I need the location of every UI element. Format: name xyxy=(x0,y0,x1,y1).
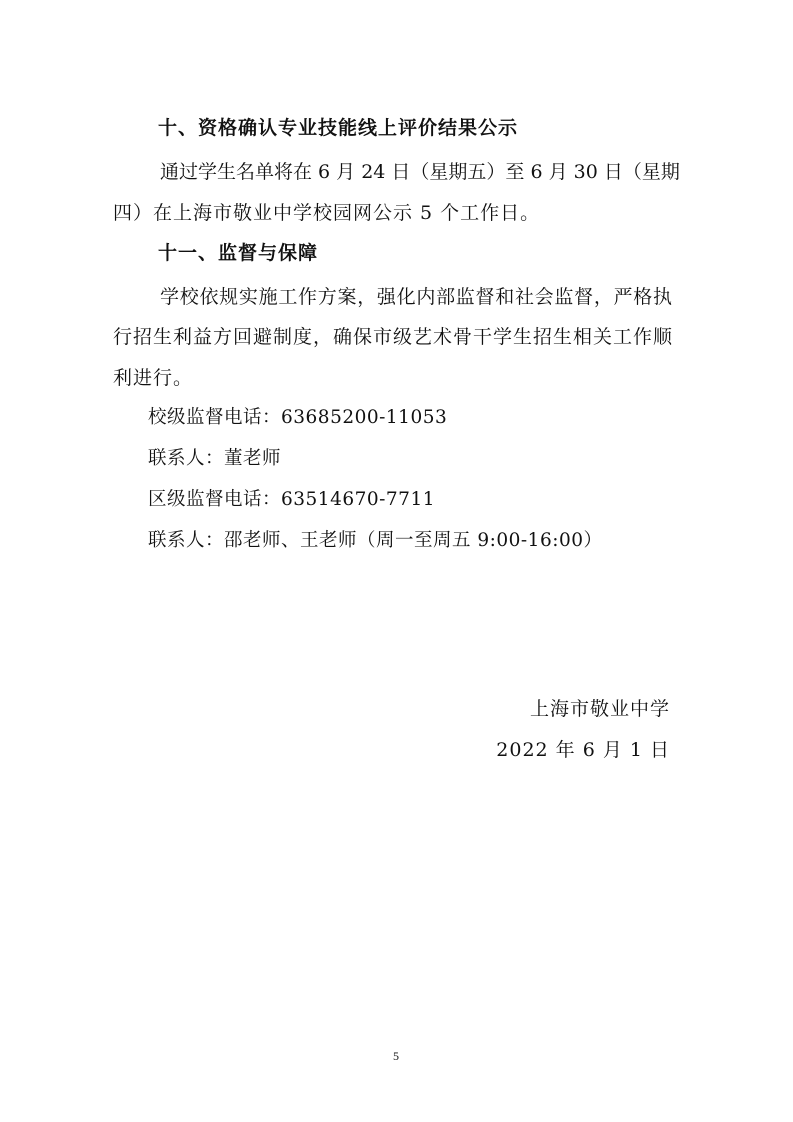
section-10-paragraph-line-2: 四）在上海市敬业中学校园网公示 5 个工作日。 xyxy=(113,202,541,224)
signature-organization: 上海市敬业中学 xyxy=(529,698,670,720)
section-10-paragraph-line-1: 通过学生名单将在 6 月 24 日（星期五）至 6 月 30 日（星期 xyxy=(160,161,680,183)
school-contact-person: 联系人：董老师 xyxy=(148,448,282,469)
section-11-paragraph-line-3: 利进行。 xyxy=(113,367,194,389)
district-contact-persons: 联系人：邵老师、王老师（周一至周五 9:00-16:00） xyxy=(148,530,603,551)
page-number: 5 xyxy=(393,1049,399,1063)
school-supervision-phone: 校级监督电话：63685200-11053 xyxy=(148,407,448,428)
section-10-heading: 十、资格确认专业技能线上评价结果公示 xyxy=(158,117,519,139)
section-11-paragraph-line-1: 学校依规实施工作方案，强化内部监督和社会监督，严格执 xyxy=(160,286,672,308)
district-supervision-phone: 区级监督电话：63514670-7711 xyxy=(148,489,435,510)
section-11-paragraph-line-2: 行招生利益方回避制度，确保市级艺术骨干学生招生相关工作顺 xyxy=(113,326,672,348)
section-11-heading: 十一、监督与保障 xyxy=(158,242,319,264)
signature-date: 2022 年 6 月 1 日 xyxy=(496,739,670,761)
